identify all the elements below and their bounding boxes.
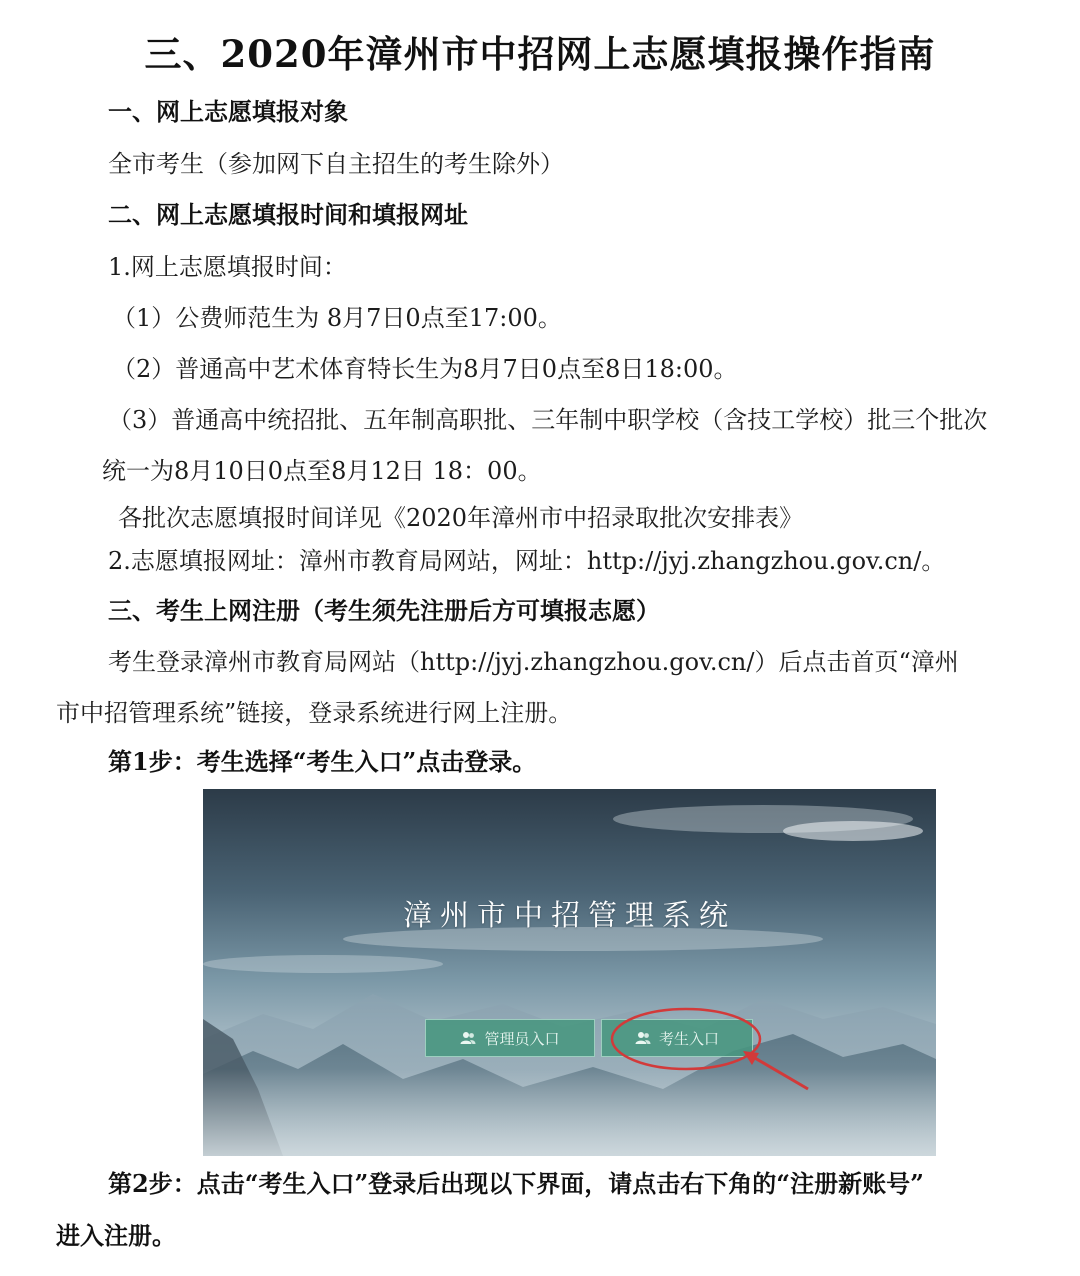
section-1-body: 全市考生（参加网下自主招生的考生除外）	[108, 150, 564, 178]
section-3-heading: 三、考生上网注册（考生须先注册后方可填报志愿）	[108, 596, 660, 625]
admin-entry-button[interactable]	[425, 1019, 595, 1057]
users-icon	[460, 1031, 476, 1045]
section-2-time-2: （2）普通高中艺术体育特长生为8月7日0点至8日18:00。	[112, 355, 738, 383]
step-2-text-line-2: 进入注册。	[56, 1221, 176, 1250]
section-2-item-2: 2.志愿填报网址：漳州市教育局网站，网址：http://jyj.zhangzhou.gov.cn/。	[108, 547, 946, 575]
system-title: 漳州市中招管理系统	[402, 898, 736, 932]
section-2-heading: 二、网上志愿填报时间和填报网址	[108, 200, 468, 229]
page-title: 三、2020年漳州市中招网上志愿填报操作指南	[144, 32, 936, 76]
section-2-item-1-label: 1.网上志愿填报时间：	[108, 253, 347, 281]
section-3-body-line-2: 市中招管理系统”链接，登录系统进行网上注册。	[56, 699, 573, 727]
step-2-text-line-1: 第2步：点击“考生入口”登录后出现以下界面，请点击右下角的“注册新账号”	[108, 1169, 924, 1198]
mountain-background	[203, 789, 936, 1156]
section-2-time-3-line-1: （3）普通高中统招批、五年制高职批、三年制中职学校（含技工学校）批三个批次	[108, 406, 988, 434]
section-1-heading: 一、网上志愿填报对象	[108, 97, 348, 126]
users-icon	[635, 1031, 651, 1045]
login-screenshot	[203, 789, 936, 1156]
section-2-time-1: （1）公费师范生为 8月7日0点至17:00。	[112, 304, 562, 332]
section-3-body-line-1: 考生登录漳州市教育局网站（http://jyj.zhangzhou.gov.cn/）后点击首页“漳州	[108, 648, 959, 676]
student-entry-button[interactable]	[601, 1019, 753, 1057]
section-2-note: 各批次志愿填报时间详见《2020年漳州市中招录取批次安排表》	[118, 504, 804, 532]
step-1-text: 第1步：考生选择“考生入口”点击登录。	[108, 747, 537, 776]
student-entry-label: 考生入口	[658, 1029, 719, 1048]
section-2-time-3-line-2: 统一为8月10日0点至8月12日 18：00。	[102, 457, 542, 485]
admin-entry-label: 管理员入口	[484, 1029, 560, 1048]
